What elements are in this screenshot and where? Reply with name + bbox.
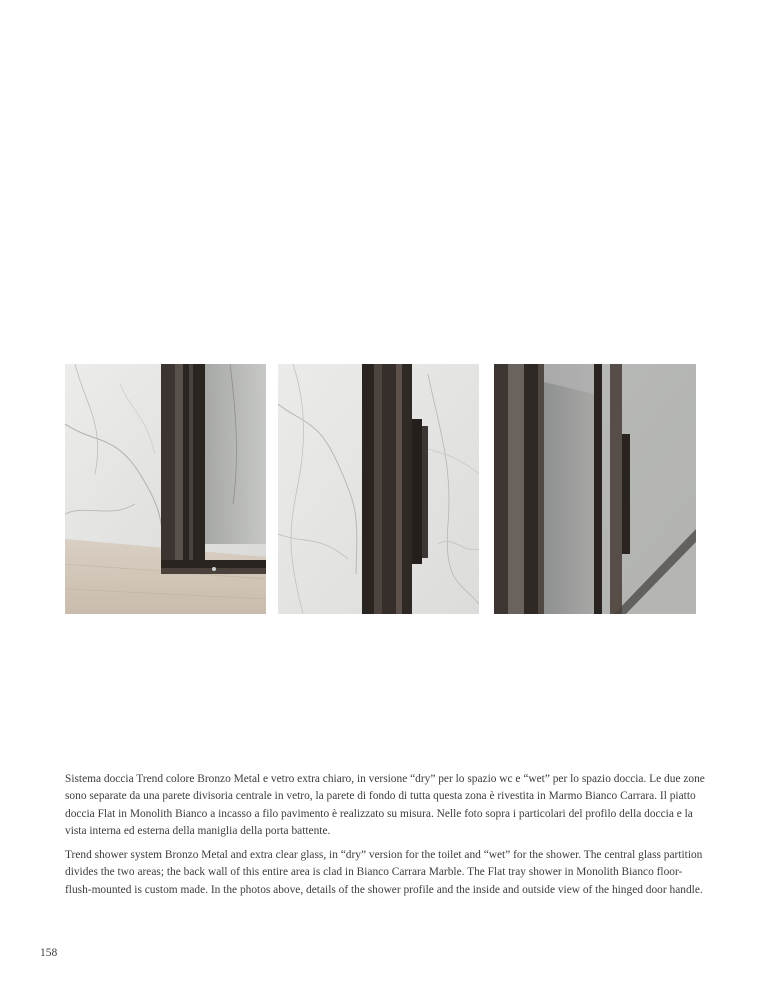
photo-door-handle-inside (494, 364, 696, 614)
caption-italian: Sistema doccia Trend colore Bronzo Metal e vetro extra chiaro, in versione “dry” per lo spazio wc e “wet” per lo spazio doccia. Le due zone sono separate da una parete divisoria centrale in vetro, la parete di fondo di tutta questa zona è rivestita in Marmo Bianco Carrara. Il piatto doccia Flat in Monolith Bianco a incasso a filo pavimento è realizzato su misura. Nelle foto sopra i particolari del profilo della doccia e la vista interna ed esterna della maniglia della porta battente. (65, 773, 705, 838)
page-number: 158 (40, 947, 58, 959)
photo-shower-profile-detail (65, 364, 266, 614)
photo-door-handle-outside (278, 364, 479, 614)
caption-english: Trend shower system Bronzo Metal and extra clear glass, in “dry” version for the toilet and “wet” for the shower. The central glass partition divides the two areas; the back wall of this entire area is clad in Bianco Carrara Marble. The Flat tray shower in Monolith Bianco floor-flush-mounted is custom made. In the photos above, details of the shower profile and the inside and outside view of the hinged door handle. (65, 849, 703, 896)
